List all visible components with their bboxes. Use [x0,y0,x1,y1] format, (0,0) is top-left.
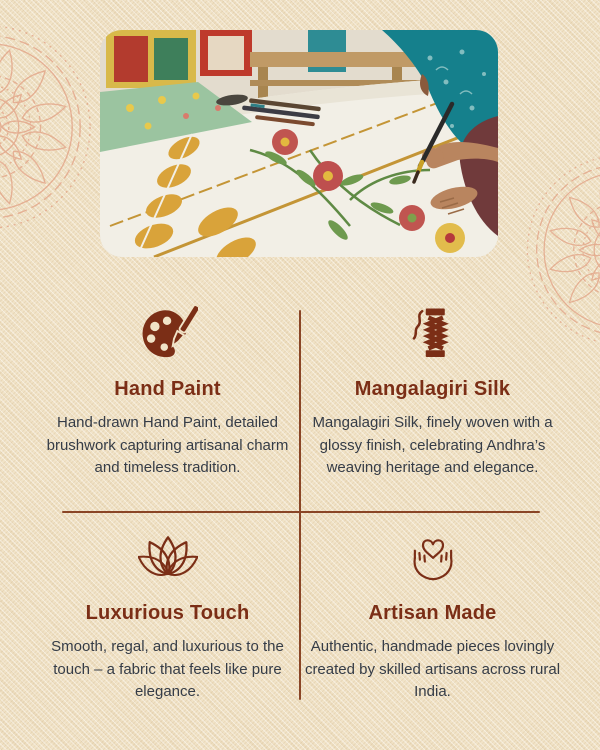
palette-icon [138,304,198,362]
feature-title: Mangalagiri Silk [354,378,511,400]
hero-image [100,30,498,257]
feature-description: Smooth, regal, and luxurious to the touch – a fabric that feels like pure elegance. [51,638,284,700]
feature-description: Authentic, handmade pieces lovingly created by skilled artisans across rural India. [304,638,561,700]
feature-card-mangalagiri-silk [300,298,565,512]
lotus-icon [138,528,198,586]
feature-card-luxurious-touch [35,512,300,704]
artisan-hand-painting-fabric-photo [100,30,498,257]
mandala-ornament-left [0,18,98,236]
feature-title: Artisan Made [368,602,497,624]
feature-description: Hand-drawn Hand Paint, detailed brushwork capturing artisanal charm and timeless tradition. [46,414,289,476]
feature-description: Mangalagiri Silk, finely woven with a glossy finish, celebrating Andhra’s weaving heritage and elegance. [312,414,553,476]
feature-title: Luxurious Touch [85,602,250,624]
feature-title: Hand Paint [114,378,221,400]
vertical-divider [299,310,301,700]
horizontal-divider [62,511,540,513]
feature-card-hand-paint [35,298,300,512]
feature-card-artisan-made [300,512,565,704]
thread-spool-icon [404,304,462,362]
hands-heart-icon [404,528,462,586]
